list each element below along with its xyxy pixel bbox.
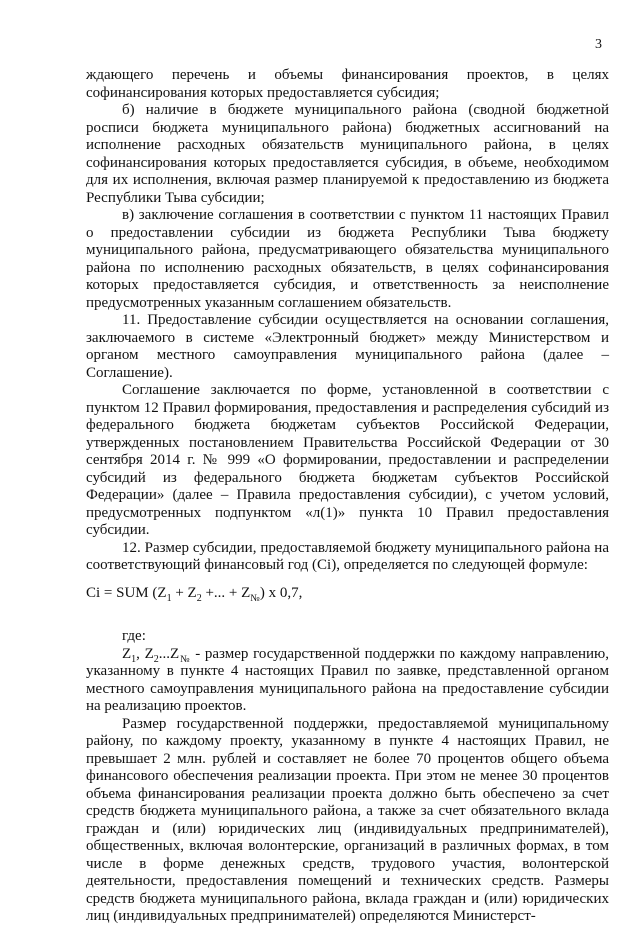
def-z1-sub: 1 bbox=[131, 653, 137, 665]
paragraph-continuation: ждающего перечень и объемы финансирования проектов, в целях софинансирования которых предоставляется субсидия; bbox=[86, 67, 609, 101]
paragraph-12: 12. Размер субсидии, предоставляемой бюджету муниципального района на соответствующий финансовый год (Ci), определяется по следующей формуле: bbox=[86, 539, 609, 573]
def-zn: ...Z bbox=[158, 645, 180, 662]
def-z2-sub: 2 bbox=[153, 653, 159, 665]
formula-sub-2: 2 bbox=[196, 592, 202, 604]
def-z1: Z bbox=[122, 645, 132, 662]
def-z2: , Z bbox=[136, 645, 154, 662]
paragraph-b: б) наличие в бюджете муниципального района (сводной бюджетной росписи бюджета муниципального района) бюджетных ассигнований на исполнение расходных обязательств муниципального района, в целях софинансирования которых предоставляется субсидия, в объеме, необходимом для их исполнения, включая размер планируемой к предоставлению из бюджета Республики Тыва субсидии; bbox=[86, 102, 609, 206]
formula-plus-1: + Z bbox=[171, 584, 197, 601]
paragraph-11: 11. Предоставление субсидии осуществляется на основании соглашения, заключаемого в системе «Электронный бюджет» между Министерством и органом местного самоуправления муниципального района (далее – Соглашение). bbox=[86, 312, 609, 381]
def-text: - размер государственной поддержки по каждому направлению, указанному в пункте 4 настоящих Правил по заявке, представленной органом местного самоуправления муниципального района на предоставление субсидии на реализацию проектов. bbox=[86, 645, 609, 714]
formula-mid: +... + Z bbox=[201, 584, 251, 601]
formula-lhs: Ci = SUM (Z bbox=[86, 584, 167, 601]
variable-definition bbox=[86, 646, 609, 716]
subsidy-formula bbox=[86, 585, 609, 603]
where-label: где: bbox=[122, 628, 146, 644]
formula-rhs: ) x 0,7, bbox=[259, 584, 303, 601]
def-zn-sub: № bbox=[179, 653, 191, 665]
paragraph-v: в) заключение соглашения в соответствии с пунктом 11 настоящих Правил о предоставлении субсидии из бюджета Республики Тыва бюджету муниципального района, предусматривающего обязательства муниципального района по исполнению расходных обязательств, в целях софинансирования которых предоставляется субсидия, и ответственность за неисполнение предусмотренных указанным соглашением обязательств. bbox=[86, 207, 609, 311]
paragraph-support-size: Размер государственной поддержки, предоставляемой муниципальному району, по каждому проекту, указанному в пункте 4 настоящих Правил, не превышает 2 млн. рублей и составляет не более 70 процентов общего объема финансового обеспечения реализации проекта. При этом не менее 30 процентов объема финансирования реализации проекта должно быть обеспечено за счет средств бюджета муниципального района, а также за счет обязательного вклада граждан и (или) юридических лиц (индивидуальных предпринимателей), общественных, включая волонтерские, организаций в различных формах, в том числе в форме денежных средств, трудового участия, волонтерской деятельности, предоставления помещений и технических средств. Размеры средств бюджета муниципального района, вклада граждан и (или) юридических лиц (индивидуальных предпринимателей) определяются Министерст- bbox=[86, 715, 609, 924]
paragraph-agreement-form: Соглашение заключается по форме, установленной в соответствии с пунктом 12 Правил формирования, предоставления и распределения субсидий из федерального бюджета бюджетам субъектов Российской Федерации, утвержденных постановлением Правительства Российской Федерации от 30 сентября 2014 г. № 999 «О формировании, предоставлении и распределении субсидий из федерального бюджета бюджетам субъектов Российской Федерации» (далее – Правила предоставления субсидии), с учетом условий, предусмотренных подпунктом «л(1)» пункта 10 Правил предоставления субсидии. bbox=[86, 382, 609, 538]
page-number: 3 bbox=[595, 37, 602, 52]
formula-sub-1: 1 bbox=[166, 592, 172, 604]
formula-sub-n: № bbox=[250, 592, 260, 604]
document-body bbox=[86, 67, 609, 926]
